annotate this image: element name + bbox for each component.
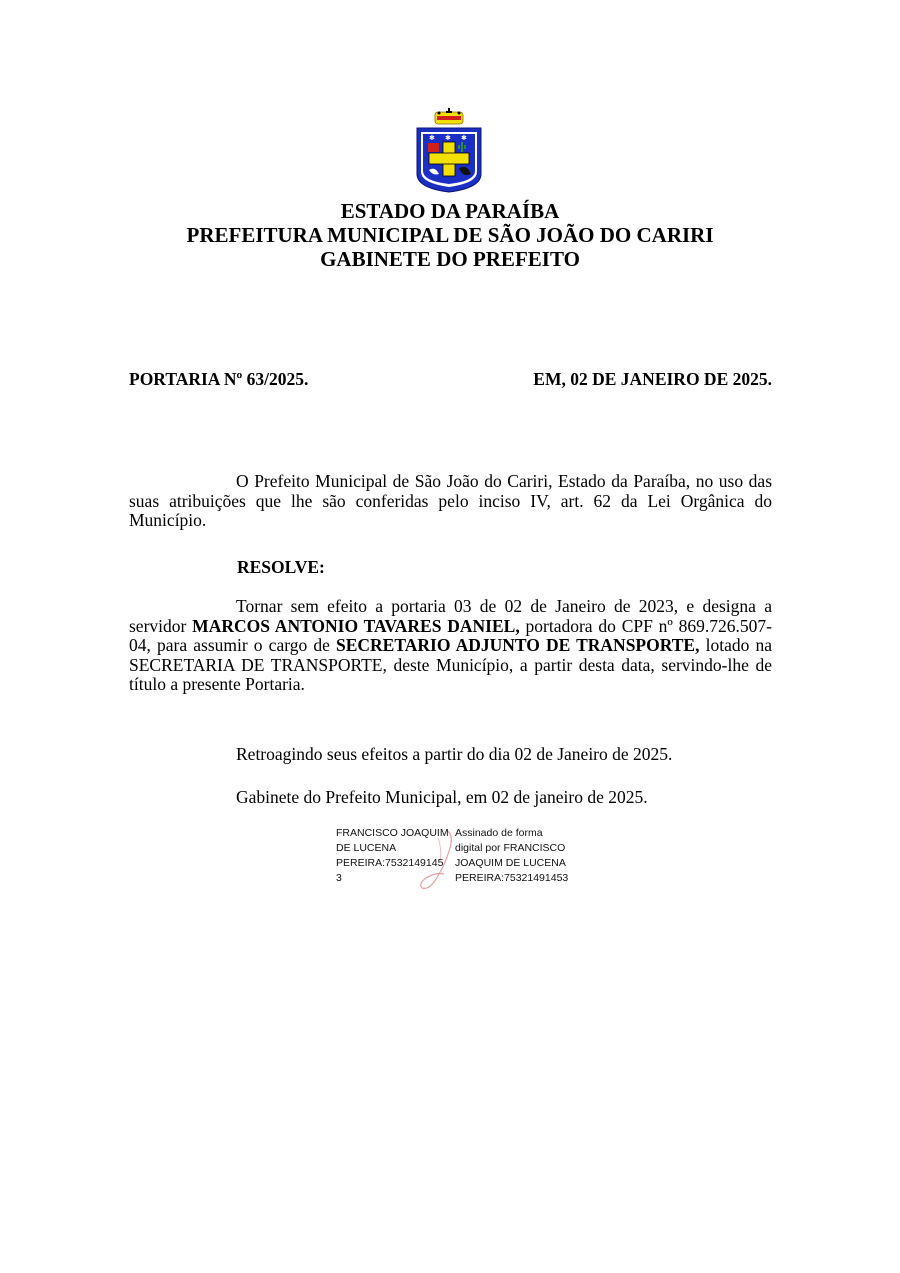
document-header [0, 199, 900, 271]
signature-line-3: JOAQUIM DE LUCENA [455, 857, 566, 869]
portaria-date: EM, 02 DE JANEIRO DE 2025. [533, 369, 772, 389]
signer-identity [336, 826, 454, 886]
signer-line-4: 3 [336, 872, 342, 884]
svg-text:✱: ✱ [461, 134, 467, 142]
svg-text:✱: ✱ [429, 134, 435, 142]
signature-line-1: Assinado de forma [455, 827, 543, 839]
signer-line-1: FRANCISCO JOAQUIM [336, 827, 449, 839]
signature-line-4: PEREIRA:75321491453 [455, 872, 569, 884]
appointed-role: SECRETARIO ADJUNTO DE TRANSPORTE, [336, 635, 700, 655]
appointee-name: MARCOS ANTONIO TAVARES DANIEL, [192, 615, 520, 636]
signer-line-2: DE LUCENA [336, 842, 397, 854]
resolve-heading: RESOLVE: [237, 557, 325, 577]
resolution-paragraph [129, 597, 772, 695]
portaria-number: PORTARIA Nº 63/2025. [129, 369, 309, 389]
svg-text:✱: ✱ [445, 134, 451, 142]
state-title: ESTADO DA PARAÍBA [340, 199, 560, 223]
preamble-paragraph: O Prefeito Municipal de São João do Cariri, Estado da Paraíba, no uso das suas atribuições que lhe são conferidas pelo inciso IV, art. 62 da Lei Orgânica do Município. [129, 471, 772, 530]
municipal-coat-of-arms-icon [415, 108, 483, 194]
signature-statement [455, 826, 585, 886]
cabinet-title: GABINETE DO PREFEITO [320, 247, 580, 271]
retroactive-paragraph: Retroagindo seus efeitos a partir do dia 02 de Janeiro de 2025. [236, 744, 673, 764]
resolution-text-2: portadora do CPF nº 869.726.507-04, para assumir o cargo de [129, 615, 772, 655]
closing-paragraph: Gabinete do Prefeito Municipal, em 02 de janeiro de 2025. [236, 787, 648, 807]
resolution-text-1: Tornar sem efeito a portaria 03 de 02 de Janeiro de 2023, e designa a servidor [129, 596, 772, 636]
portaria-heading [129, 369, 772, 391]
resolution-text-3: lotado na SECRETARIA DE TRANSPORTE, deste Município, a partir desta data, servindo-lhe de título a presente Portaria. [129, 635, 772, 694]
signer-line-3: PEREIRA:7532149145 [336, 857, 444, 869]
digital-signature [336, 826, 586, 892]
prefecture-title: PREFEITURA MUNICIPAL DE SÃO JOÃO DO CARIRI [186, 223, 714, 247]
signature-line-2: digital por FRANCISCO [455, 842, 566, 854]
